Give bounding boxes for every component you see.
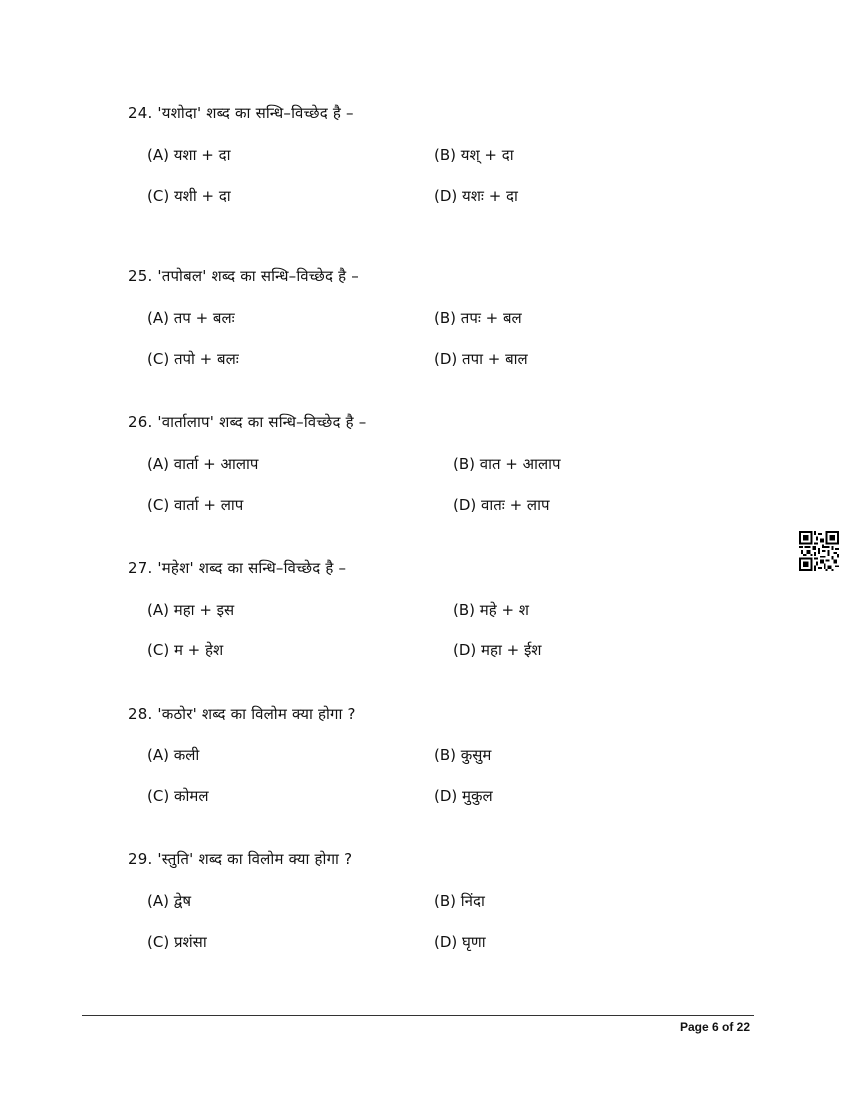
question-28-option-c[interactable]: (C) कोमल bbox=[147, 787, 209, 805]
question-25-option-d[interactable]: (D) तपा + बाल bbox=[434, 350, 528, 368]
question-29-option-b[interactable]: (B) निंदा bbox=[434, 892, 485, 910]
question-24-option-c[interactable]: (C) यशी + दा bbox=[147, 187, 231, 205]
question-24-option-b[interactable]: (B) यश् + दा bbox=[434, 146, 514, 164]
question-29-option-d[interactable]: (D) घृणा bbox=[434, 933, 486, 951]
question-25-option-c[interactable]: (C) तपो + बलः bbox=[147, 350, 239, 368]
question-24-option-d[interactable]: (D) यशः + दा bbox=[434, 187, 518, 205]
question-29-stem: 29. 'स्तुति' शब्द का विलोम क्या होगा ? bbox=[128, 850, 353, 868]
question-25-stem: 25. 'तपोबल' शब्द का सन्धि–विच्छेद है – bbox=[128, 267, 359, 285]
question-24-option-a[interactable]: (A) यशा + दा bbox=[147, 146, 231, 164]
question-29-option-a[interactable]: (A) द्वेष bbox=[147, 892, 192, 910]
footer-rule bbox=[82, 1015, 754, 1016]
question-27-option-b[interactable]: (B) महे + श bbox=[453, 601, 530, 619]
question-26-option-d[interactable]: (D) वातः + लाप bbox=[453, 496, 550, 514]
question-25-option-a[interactable]: (A) तप + बलः bbox=[147, 309, 235, 327]
question-26-option-c[interactable]: (C) वार्ता + लाप bbox=[147, 496, 244, 514]
question-26-option-a[interactable]: (A) वार्ता + आलाप bbox=[147, 455, 259, 473]
question-27-option-c[interactable]: (C) म + हेश bbox=[147, 641, 224, 659]
question-26-stem: 26. 'वार्तालाप' शब्द का सन्धि–विच्छेद है – bbox=[128, 413, 367, 431]
page-number: Page 6 of 22 bbox=[679, 1020, 750, 1034]
question-28-option-d[interactable]: (D) मुकुल bbox=[434, 787, 493, 805]
question-26-option-b[interactable]: (B) वात + आलाप bbox=[453, 455, 561, 473]
qr-code-icon bbox=[799, 531, 839, 571]
question-24-stem: 24. 'यशोदा' शब्द का सन्धि–विच्छेद है – bbox=[128, 104, 354, 122]
question-27-option-d[interactable]: (D) महा + ईश bbox=[453, 641, 542, 659]
question-28-stem: 28. 'कठोर' शब्द का विलोम क्या होगा ? bbox=[128, 705, 356, 723]
question-28-option-b[interactable]: (B) कुसुम bbox=[434, 746, 492, 764]
question-29-option-c[interactable]: (C) प्रशंसा bbox=[147, 933, 207, 951]
question-27-option-a[interactable]: (A) महा + इस bbox=[147, 601, 235, 619]
question-28-option-a[interactable]: (A) कली bbox=[147, 746, 200, 764]
question-27-stem: 27. 'महेश' शब्द का सन्धि–विच्छेद है – bbox=[128, 559, 347, 577]
question-25-option-b[interactable]: (B) तपः + बल bbox=[434, 309, 522, 327]
